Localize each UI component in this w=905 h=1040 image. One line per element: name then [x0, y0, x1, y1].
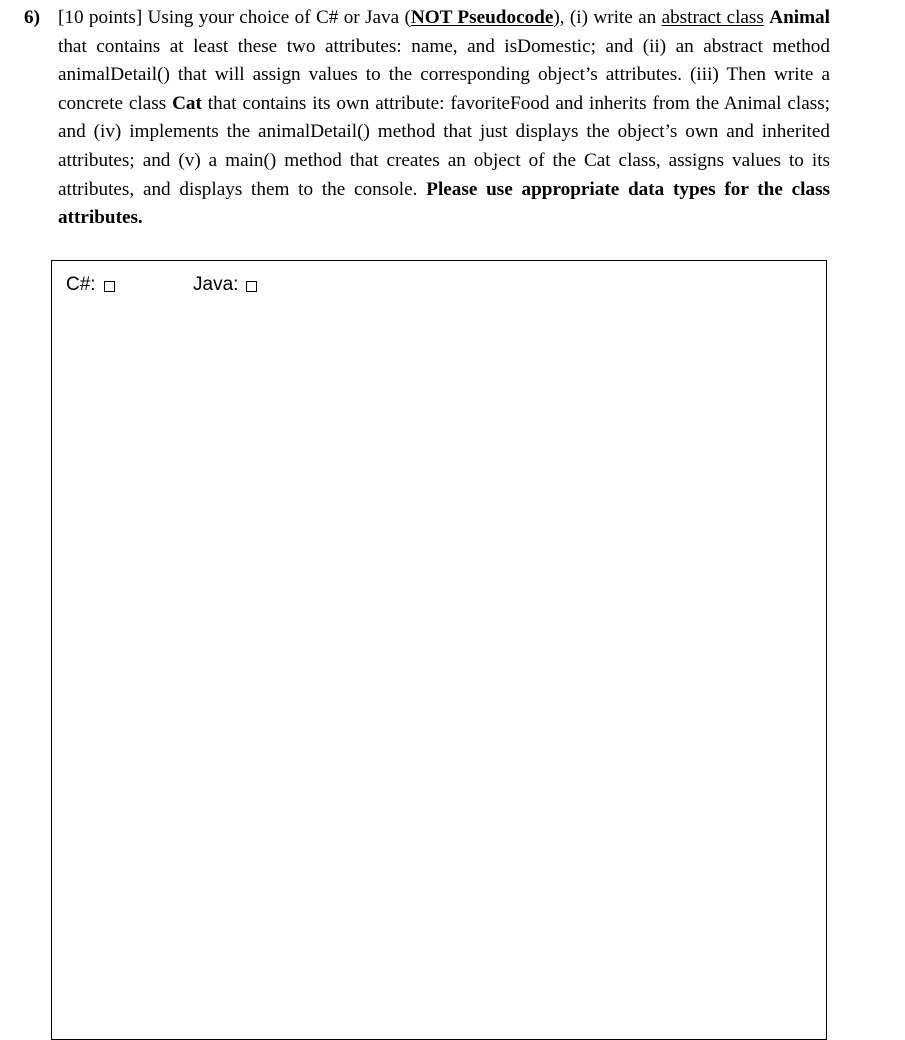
- question-6: [24, 4, 830, 233]
- data-types-instruction: Please use appropriate data types for the class attributes.: [58, 178, 830, 229]
- cat-class-name: Cat: [172, 92, 202, 114]
- answer-box[interactable]: [51, 260, 827, 1040]
- question-number: 6): [24, 7, 40, 28]
- question-text-part-2: ), (i) write an: [553, 7, 662, 28]
- csharp-label: C#:: [66, 274, 96, 295]
- java-checkbox[interactable]: [246, 281, 257, 292]
- abstract-class-term: abstract class: [661, 7, 764, 28]
- points-label: [10 points]: [58, 7, 143, 28]
- question-text-part-1: Using your choice of C# or Java (: [142, 7, 411, 28]
- question-text-part-4: that contains at least these two attributes: name, and isDomestic; and (ii) an abstract method animalDetail() that will assign values to the corresponding object’s attributes. (iii) Then write a concrete class: [58, 35, 830, 114]
- java-option[interactable]: [193, 273, 257, 297]
- java-label: Java:: [193, 274, 239, 295]
- question-text: [58, 4, 830, 233]
- csharp-option[interactable]: [66, 273, 115, 297]
- question-text-part-5: that contains its own attribute: favoriteFood and inherits from the Animal class; and (iv) implements the animalDetail() method that just displays the object’s own and inherited attributes; and (v) a main() method that creates an object of the Cat class, assigns values to its attributes, and displays them to the console.: [58, 92, 830, 200]
- animal-class-name: Animal: [769, 7, 830, 28]
- csharp-checkbox[interactable]: [104, 281, 115, 292]
- not-pseudocode-emphasis: NOT Pseudocode: [410, 7, 554, 28]
